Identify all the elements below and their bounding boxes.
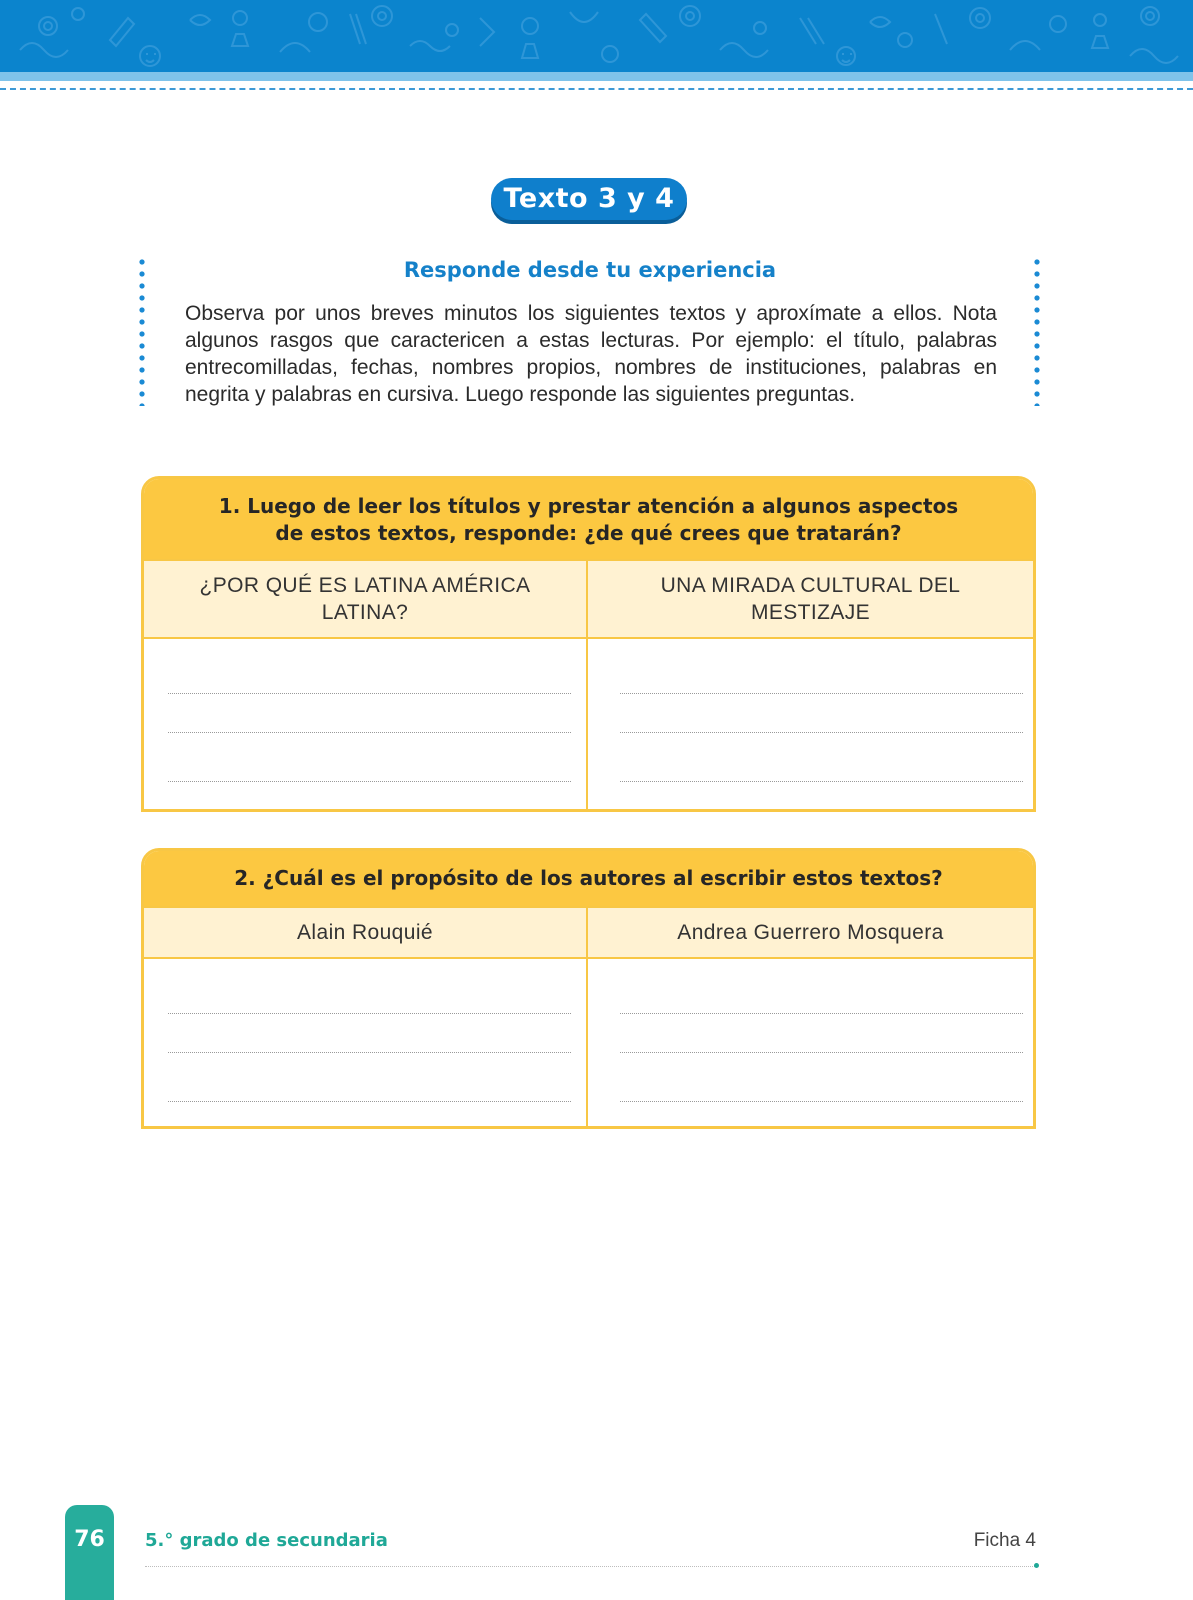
answer-line	[620, 693, 1023, 694]
question-1-title-line2: de estos textos, responde: ¿de qué crees que tratarán?	[275, 521, 902, 545]
question-2-answer-area	[144, 959, 1033, 1126]
answer-line	[168, 781, 571, 782]
column-header-label: UNA MIRADA CULTURAL DEL MESTIZAJE	[660, 574, 961, 624]
column-header	[144, 908, 588, 957]
page-number: 76	[74, 1527, 105, 1552]
footer-dot	[1034, 1563, 1039, 1568]
answer-line	[620, 1052, 1023, 1053]
answer-line	[168, 1013, 571, 1014]
dotted-border-right	[1034, 256, 1040, 406]
answer-line	[168, 1052, 571, 1053]
question-2-title: 2. ¿Cuál es el propósito de los autores al escribir estos textos?	[234, 866, 943, 890]
question-1-table	[141, 476, 1036, 812]
answer-line	[620, 732, 1023, 733]
subheading: Responde desde tu experiencia	[403, 258, 777, 282]
answer-field-right[interactable]	[588, 639, 1033, 809]
section-pill: Texto 3 y 4	[491, 178, 687, 220]
column-header	[588, 908, 1033, 957]
answer-field-left[interactable]	[144, 639, 588, 809]
answer-field-right[interactable]	[588, 959, 1033, 1126]
question-2-table	[141, 848, 1036, 1129]
answer-line	[620, 1101, 1023, 1102]
ficha-label: Ficha 4	[973, 1530, 1036, 1551]
top-dashed-divider	[0, 88, 1193, 90]
question-2-column-headers	[144, 906, 1033, 959]
question-1-title-line1: 1. Luego de leer los títulos y prestar atención a algunos aspectos	[218, 494, 959, 518]
answer-line	[620, 781, 1023, 782]
top-strip	[0, 72, 1193, 81]
answer-line	[168, 693, 571, 694]
grade-label: 5.° grado de secundaria	[145, 1530, 388, 1551]
answer-line	[168, 732, 571, 733]
column-header	[144, 561, 588, 637]
column-header-label: Andrea Guerrero Mosquera	[677, 921, 944, 944]
column-header-label: Alain Rouquié	[297, 921, 433, 944]
answer-line	[620, 1013, 1023, 1014]
question-1-header	[144, 479, 1033, 559]
instructions-text: Observa por unos breves minutos los siguientes textos y aproxímate a ellos. Nota algunos rasgos que caractericen a estas lecturas. Por ejemplo: el título, palabras entrecomilladas, fechas, nombres propios, nombres de instituciones, palabras en negrita y palabras en cursiva. Luego responde las siguientes preguntas.	[185, 302, 997, 406]
answer-line	[168, 1101, 571, 1102]
doodle-pattern	[0, 0, 1193, 72]
top-banner	[0, 0, 1193, 72]
question-1-column-headers	[144, 559, 1033, 639]
answer-field-left[interactable]	[144, 959, 588, 1126]
footer-divider	[145, 1566, 1035, 1567]
question-2-header	[144, 851, 1033, 906]
question-1-answer-area	[144, 639, 1033, 809]
column-header-label: ¿POR QUÉ ES LATINA AMÉRICA LATINA?	[199, 574, 531, 624]
column-header	[588, 561, 1033, 637]
dotted-border-left	[139, 256, 145, 406]
